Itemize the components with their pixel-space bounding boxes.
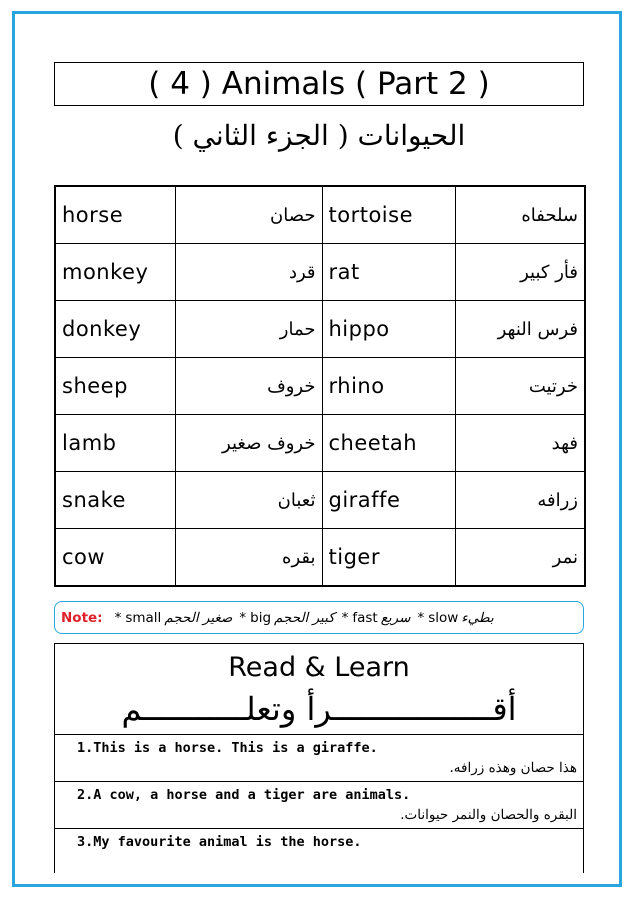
word-arabic: فأر كبير bbox=[455, 244, 585, 301]
word-english: snake bbox=[55, 472, 175, 529]
word-english: sheep bbox=[55, 358, 175, 415]
word-arabic: خروف bbox=[175, 358, 322, 415]
note-word-arabic: كبير الحجم bbox=[274, 609, 335, 626]
word-arabic: قرد bbox=[175, 244, 322, 301]
table-row bbox=[55, 472, 585, 529]
sentence-english: 2.A cow, a horse and a tiger are animals. bbox=[77, 787, 411, 803]
table-row bbox=[55, 529, 585, 587]
vocabulary-table bbox=[54, 185, 586, 587]
table-row bbox=[55, 186, 585, 244]
word-arabic: زرافه bbox=[455, 472, 585, 529]
word-arabic: ثعبان bbox=[175, 472, 322, 529]
note-label: Note: bbox=[61, 609, 103, 626]
sentence-arabic: البقره والحصان والنمر حيوانات. bbox=[400, 807, 577, 823]
note-word-english: slow bbox=[428, 609, 459, 626]
note-word-english: fast bbox=[352, 609, 378, 626]
page-title: ( 4 ) Animals ( Part 2 ) bbox=[54, 62, 584, 106]
read-and-learn-section bbox=[54, 643, 584, 873]
sentence-row bbox=[55, 734, 583, 781]
section-title-arabic: أقـــــــــــــــــرأ وتعلـــــــــــم bbox=[121, 690, 517, 728]
note-word-arabic: بطيء bbox=[461, 609, 494, 626]
word-english: horse bbox=[55, 186, 175, 244]
table-row bbox=[55, 301, 585, 358]
word-english: giraffe bbox=[322, 472, 455, 529]
bullet-star: * bbox=[341, 609, 349, 626]
note-word-arabic: صغير الحجم bbox=[164, 609, 233, 626]
word-arabic: فهد bbox=[455, 415, 585, 472]
table-row bbox=[55, 244, 585, 301]
word-arabic: فرس النهر bbox=[455, 301, 585, 358]
note-word-english: big bbox=[250, 609, 272, 626]
note-box bbox=[54, 601, 584, 634]
page-subtitle-arabic: الحيوانات ( الجزء الثاني ) bbox=[172, 118, 466, 152]
word-english: tortoise bbox=[322, 186, 455, 244]
word-english: donkey bbox=[55, 301, 175, 358]
word-arabic: حصان bbox=[175, 186, 322, 244]
table-row bbox=[55, 358, 585, 415]
word-arabic: نمر bbox=[455, 529, 585, 587]
word-english: rat bbox=[322, 244, 455, 301]
note-word-arabic: سريع bbox=[380, 609, 411, 626]
sentence-english: 3.My favourite animal is the horse. bbox=[77, 834, 362, 850]
sentence-arabic: هذا حصان وهذه زرافه. bbox=[449, 760, 577, 776]
bullet-star: * bbox=[114, 609, 122, 626]
sentence-english: 1.This is a horse. This is a giraffe. bbox=[77, 740, 378, 756]
section-title: Read & Learn bbox=[228, 652, 410, 683]
word-english: hippo bbox=[322, 301, 455, 358]
word-english: lamb bbox=[55, 415, 175, 472]
bullet-star: * bbox=[239, 609, 247, 626]
word-arabic: حمار bbox=[175, 301, 322, 358]
word-english: tiger bbox=[322, 529, 455, 587]
word-english: monkey bbox=[55, 244, 175, 301]
bullet-star: * bbox=[417, 609, 425, 626]
word-english: rhino bbox=[322, 358, 455, 415]
word-english: cow bbox=[55, 529, 175, 587]
word-english: cheetah bbox=[322, 415, 455, 472]
sentence-row bbox=[55, 781, 583, 828]
note-word-english: small bbox=[125, 609, 162, 626]
word-arabic: سلحفاه bbox=[455, 186, 585, 244]
sentence-row bbox=[55, 828, 583, 874]
word-arabic: بقره bbox=[175, 529, 322, 587]
table-row bbox=[55, 415, 585, 472]
word-arabic: خروف صغير bbox=[175, 415, 322, 472]
word-arabic: خرتيت bbox=[455, 358, 585, 415]
